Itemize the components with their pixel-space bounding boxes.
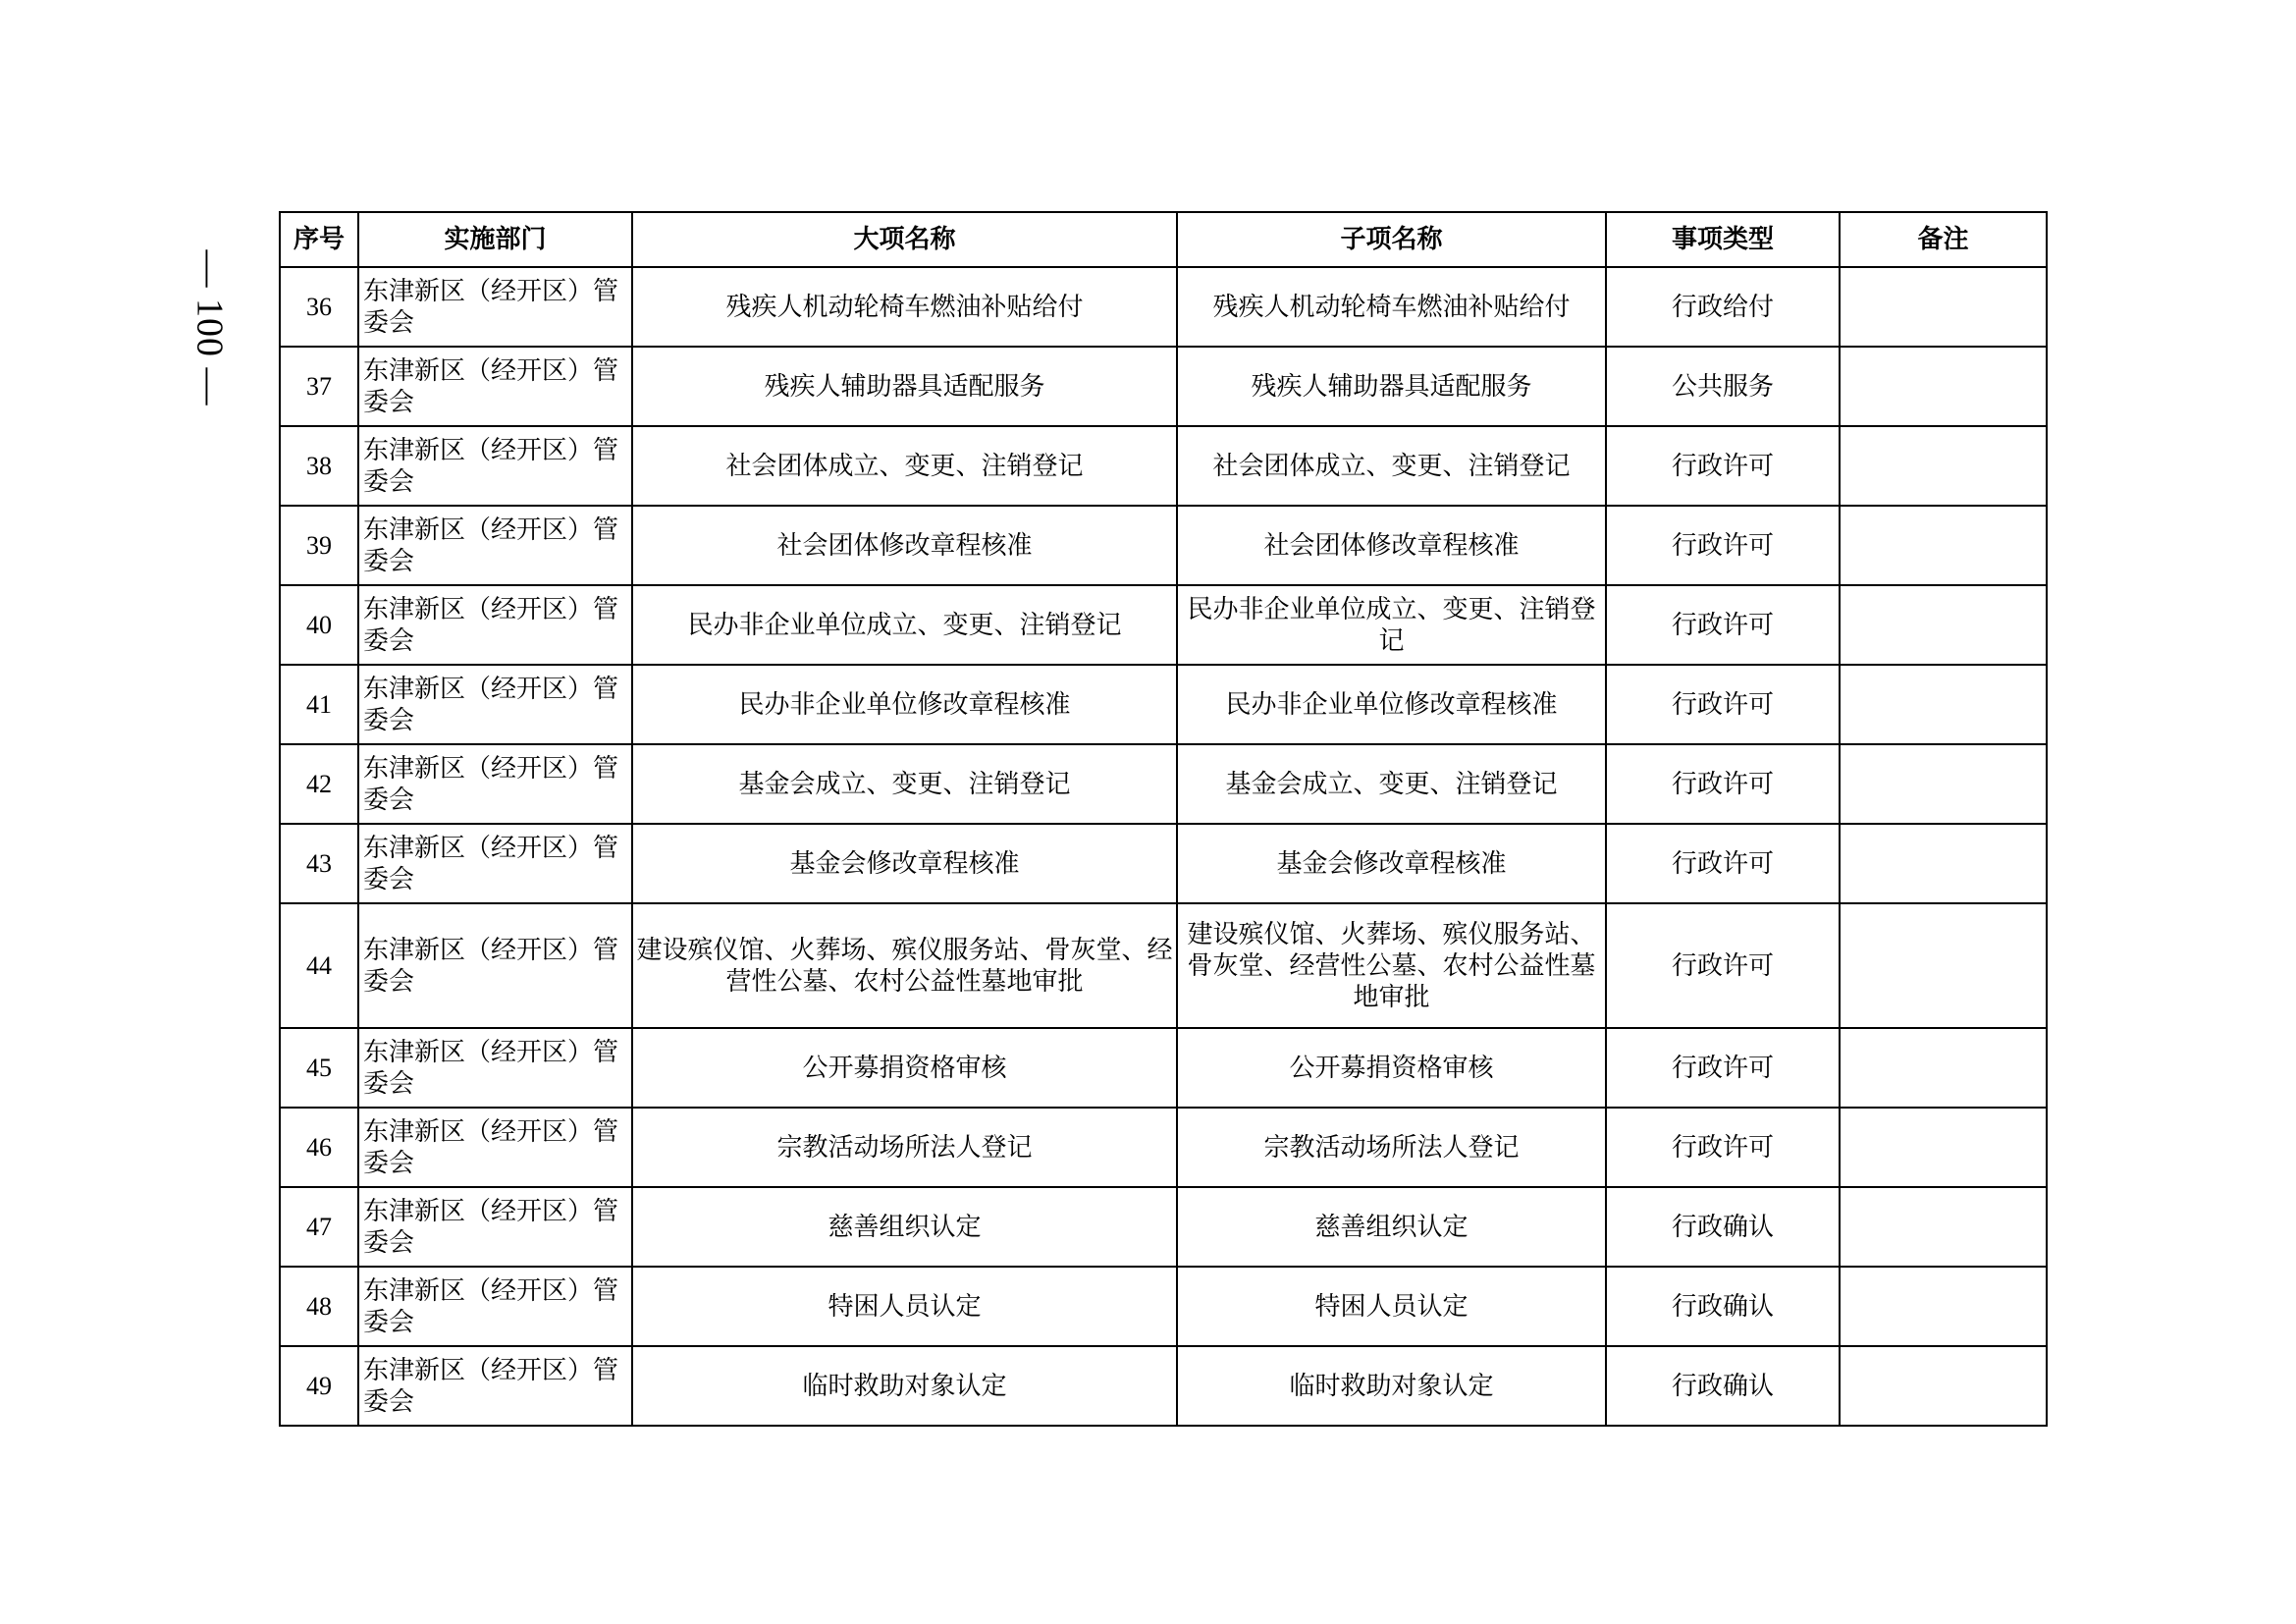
cell-item-type: 行政许可	[1606, 903, 1840, 1028]
cell-major-item: 民办非企业单位成立、变更、注销登记	[632, 585, 1177, 665]
cell-dept: 东津新区（经开区）管委会	[358, 1108, 632, 1187]
cell-sub-item: 残疾人辅助器具适配服务	[1177, 347, 1606, 426]
cell-seq: 43	[280, 824, 358, 903]
cell-seq: 47	[280, 1187, 358, 1267]
table-row	[280, 1187, 2047, 1267]
header-note: 备注	[1840, 212, 2047, 267]
cell-major-item: 残疾人辅助器具适配服务	[632, 347, 1177, 426]
cell-note	[1840, 506, 2047, 585]
cell-note	[1840, 585, 2047, 665]
table-row	[280, 744, 2047, 824]
cell-major-item: 社会团体修改章程核准	[632, 506, 1177, 585]
header-seq: 序号	[280, 212, 358, 267]
cell-major-item: 残疾人机动轮椅车燃油补贴给付	[632, 267, 1177, 347]
table-row	[280, 347, 2047, 426]
table-row	[280, 1346, 2047, 1426]
cell-dept: 东津新区（经开区）管委会	[358, 585, 632, 665]
cell-sub-item: 临时救助对象认定	[1177, 1346, 1606, 1426]
cell-major-item: 公开募捐资格审核	[632, 1028, 1177, 1108]
table-row	[280, 585, 2047, 665]
cell-major-item: 社会团体成立、变更、注销登记	[632, 426, 1177, 506]
cell-sub-item: 社会团体成立、变更、注销登记	[1177, 426, 1606, 506]
cell-sub-item: 基金会成立、变更、注销登记	[1177, 744, 1606, 824]
header-sub-item: 子项名称	[1177, 212, 1606, 267]
cell-sub-item: 建设殡仪馆、火葬场、殡仪服务站、骨灰堂、经营性公墓、农村公益性墓地审批	[1177, 903, 1606, 1028]
cell-note	[1840, 824, 2047, 903]
table-row	[280, 1108, 2047, 1187]
cell-sub-item: 慈善组织认定	[1177, 1187, 1606, 1267]
cell-item-type: 行政许可	[1606, 824, 1840, 903]
cell-major-item: 建设殡仪馆、火葬场、殡仪服务站、骨灰堂、经营性公墓、农村公益性墓地审批	[632, 903, 1177, 1028]
cell-sub-item: 民办非企业单位修改章程核准	[1177, 665, 1606, 744]
table-row	[280, 506, 2047, 585]
cell-dept: 东津新区（经开区）管委会	[358, 824, 632, 903]
cell-dept: 东津新区（经开区）管委会	[358, 1346, 632, 1426]
cell-note	[1840, 1108, 2047, 1187]
cell-note	[1840, 744, 2047, 824]
cell-sub-item: 基金会修改章程核准	[1177, 824, 1606, 903]
cell-sub-item: 民办非企业单位成立、变更、注销登记	[1177, 585, 1606, 665]
items-table	[279, 211, 2048, 1427]
cell-item-type: 行政确认	[1606, 1346, 1840, 1426]
cell-note	[1840, 347, 2047, 426]
cell-item-type: 行政许可	[1606, 426, 1840, 506]
page-number-text: — 100 —	[188, 249, 230, 406]
header-dept: 实施部门	[358, 212, 632, 267]
cell-sub-item: 特困人员认定	[1177, 1267, 1606, 1346]
cell-major-item: 宗教活动场所法人登记	[632, 1108, 1177, 1187]
cell-major-item: 基金会成立、变更、注销登记	[632, 744, 1177, 824]
cell-item-type: 行政许可	[1606, 585, 1840, 665]
table-row	[280, 267, 2047, 347]
cell-note	[1840, 267, 2047, 347]
cell-note	[1840, 1187, 2047, 1267]
cell-major-item: 基金会修改章程核准	[632, 824, 1177, 903]
cell-seq: 37	[280, 347, 358, 426]
cell-sub-item: 社会团体修改章程核准	[1177, 506, 1606, 585]
table-row	[280, 903, 2047, 1028]
cell-item-type: 行政许可	[1606, 1028, 1840, 1108]
cell-seq: 49	[280, 1346, 358, 1426]
cell-dept: 东津新区（经开区）管委会	[358, 665, 632, 744]
cell-seq: 39	[280, 506, 358, 585]
cell-dept: 东津新区（经开区）管委会	[358, 744, 632, 824]
table-row	[280, 1028, 2047, 1108]
cell-seq: 36	[280, 267, 358, 347]
page-number	[180, 249, 239, 406]
cell-dept: 东津新区（经开区）管委会	[358, 506, 632, 585]
cell-sub-item: 宗教活动场所法人登记	[1177, 1108, 1606, 1187]
cell-dept: 东津新区（经开区）管委会	[358, 426, 632, 506]
cell-major-item: 特困人员认定	[632, 1267, 1177, 1346]
cell-seq: 40	[280, 585, 358, 665]
cell-dept: 东津新区（经开区）管委会	[358, 1267, 632, 1346]
cell-note	[1840, 1346, 2047, 1426]
cell-note	[1840, 665, 2047, 744]
table-row	[280, 1267, 2047, 1346]
cell-dept: 东津新区（经开区）管委会	[358, 347, 632, 426]
cell-dept: 东津新区（经开区）管委会	[358, 267, 632, 347]
cell-seq: 48	[280, 1267, 358, 1346]
cell-major-item: 临时救助对象认定	[632, 1346, 1177, 1426]
cell-item-type: 公共服务	[1606, 347, 1840, 426]
header-item-type: 事项类型	[1606, 212, 1840, 267]
cell-seq: 45	[280, 1028, 358, 1108]
cell-item-type: 行政许可	[1606, 744, 1840, 824]
cell-note	[1840, 1267, 2047, 1346]
cell-major-item: 民办非企业单位修改章程核准	[632, 665, 1177, 744]
cell-note	[1840, 903, 2047, 1028]
header-major-item: 大项名称	[632, 212, 1177, 267]
table-body	[280, 267, 2047, 1426]
cell-dept: 东津新区（经开区）管委会	[358, 1028, 632, 1108]
cell-seq: 42	[280, 744, 358, 824]
cell-item-type: 行政许可	[1606, 506, 1840, 585]
cell-item-type: 行政确认	[1606, 1267, 1840, 1346]
cell-seq: 44	[280, 903, 358, 1028]
cell-seq: 41	[280, 665, 358, 744]
cell-dept: 东津新区（经开区）管委会	[358, 903, 632, 1028]
cell-seq: 38	[280, 426, 358, 506]
cell-note	[1840, 426, 2047, 506]
table-header-row	[280, 212, 2047, 267]
table-row	[280, 824, 2047, 903]
cell-sub-item: 残疾人机动轮椅车燃油补贴给付	[1177, 267, 1606, 347]
table-row	[280, 426, 2047, 506]
cell-note	[1840, 1028, 2047, 1108]
table-row	[280, 665, 2047, 744]
cell-seq: 46	[280, 1108, 358, 1187]
cell-item-type: 行政给付	[1606, 267, 1840, 347]
cell-item-type: 行政许可	[1606, 1108, 1840, 1187]
cell-sub-item: 公开募捐资格审核	[1177, 1028, 1606, 1108]
cell-item-type: 行政许可	[1606, 665, 1840, 744]
cell-major-item: 慈善组织认定	[632, 1187, 1177, 1267]
cell-dept: 东津新区（经开区）管委会	[358, 1187, 632, 1267]
cell-item-type: 行政确认	[1606, 1187, 1840, 1267]
